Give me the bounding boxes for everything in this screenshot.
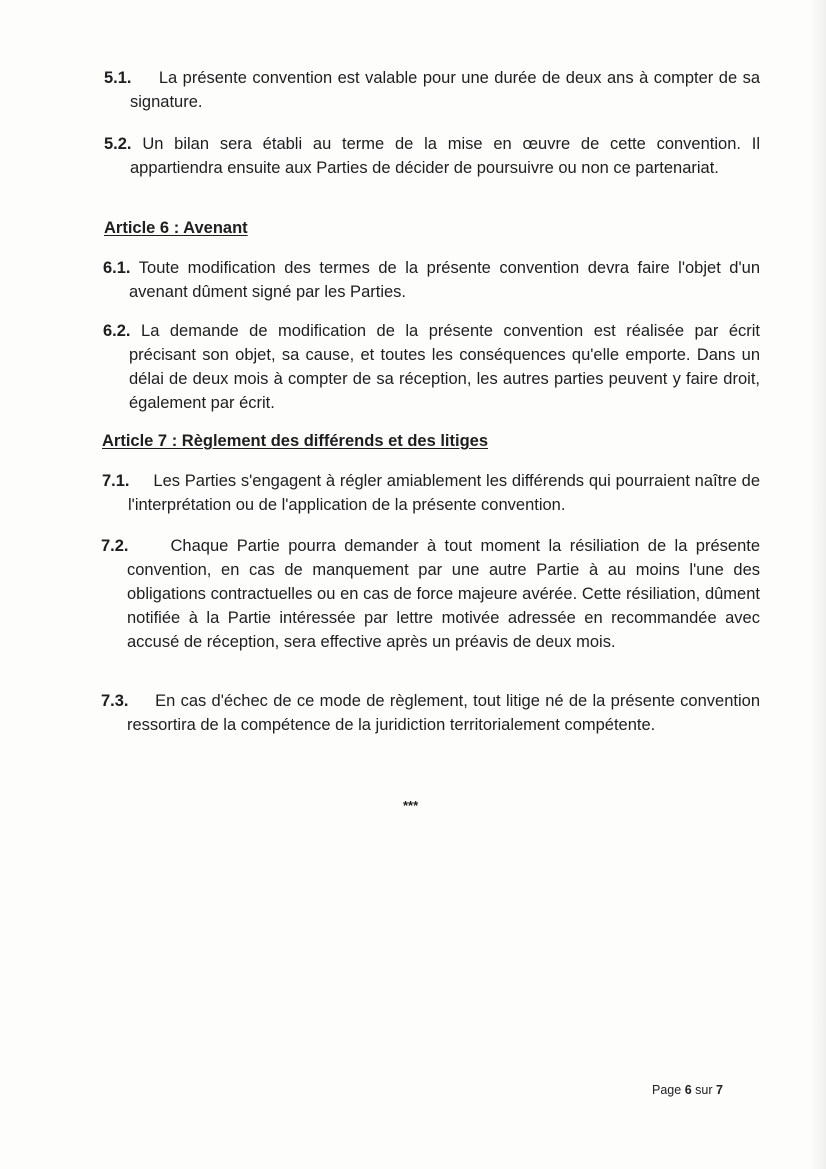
clause-text: La présente convention est valable pour une durée de deux ans à compter de sa signature. [130, 69, 761, 111]
footer-prefix: Page [652, 1083, 682, 1097]
clause-text: Un bilan sera établi au terme de la mise en œuvre de cette convention. Il appartiendra ensuite aux Parties de décider de poursuivre ou non ce partenariat. [130, 135, 760, 177]
footer-current-page: 6 [684, 1083, 692, 1097]
clause-6-2 [103, 319, 760, 415]
footer-middle: sur [695, 1083, 713, 1097]
clause-text: En cas d'échec de ce mode de règlement, tout litige né de la présente convention ressortira de la compétence de la juridiction territorialement compétente. [127, 692, 760, 734]
clause-7-3 [101, 689, 760, 737]
article-6-heading: Article 6 : Avenant [104, 219, 248, 237]
clause-5-2 [104, 132, 760, 180]
clause-number: 7.1. [102, 472, 130, 490]
clause-5-1 [104, 66, 760, 114]
page-footer [652, 1082, 723, 1098]
article-7-heading: Article 7 : Règlement des différends et des litiges [102, 432, 489, 450]
clause-number: 5.2. [104, 135, 132, 153]
clause-text: Toute modification des termes de la présente convention devra faire l'objet d'un avenant dûment signé par les Parties. [129, 259, 760, 301]
clause-text: Chaque Partie pourra demander à tout moment la résiliation de la présente convention, en cas de manquement par une autre Partie à au moins l'une des obligations contractuelles ou en cas de force majeure avérée. Cette résiliation, dûment notifiée à la Partie intéressée par lettre motivée adressée en recommandée avec accusé de réception, sera effective après un préavis de deux mois. [127, 537, 761, 651]
scan-shadow-edge [810, 0, 826, 1169]
clause-number: 6.2. [103, 322, 131, 340]
clause-7-2 [101, 534, 760, 654]
clause-number: 7.2. [101, 537, 129, 555]
clause-number: 6.1. [103, 259, 131, 277]
clause-7-1 [102, 469, 760, 517]
section-separator: *** [403, 798, 419, 813]
footer-total-pages: 7 [715, 1083, 723, 1097]
clause-number: 7.3. [101, 692, 129, 710]
clause-text: Les Parties s'engagent à régler amiablement les différends qui pourraient naître de l'interprétation ou de l'application de la présente convention. [128, 472, 760, 514]
clause-text: La demande de modification de la présente convention est réalisée par écrit précisant son objet, sa cause, et toutes les conséquences qu'elle emporte. Dans un délai de deux mois à compter de sa réception, les autres parties peuvent y faire droit, également par écrit. [129, 322, 760, 412]
clause-number: 5.1. [104, 69, 132, 87]
clause-6-1 [103, 256, 760, 304]
